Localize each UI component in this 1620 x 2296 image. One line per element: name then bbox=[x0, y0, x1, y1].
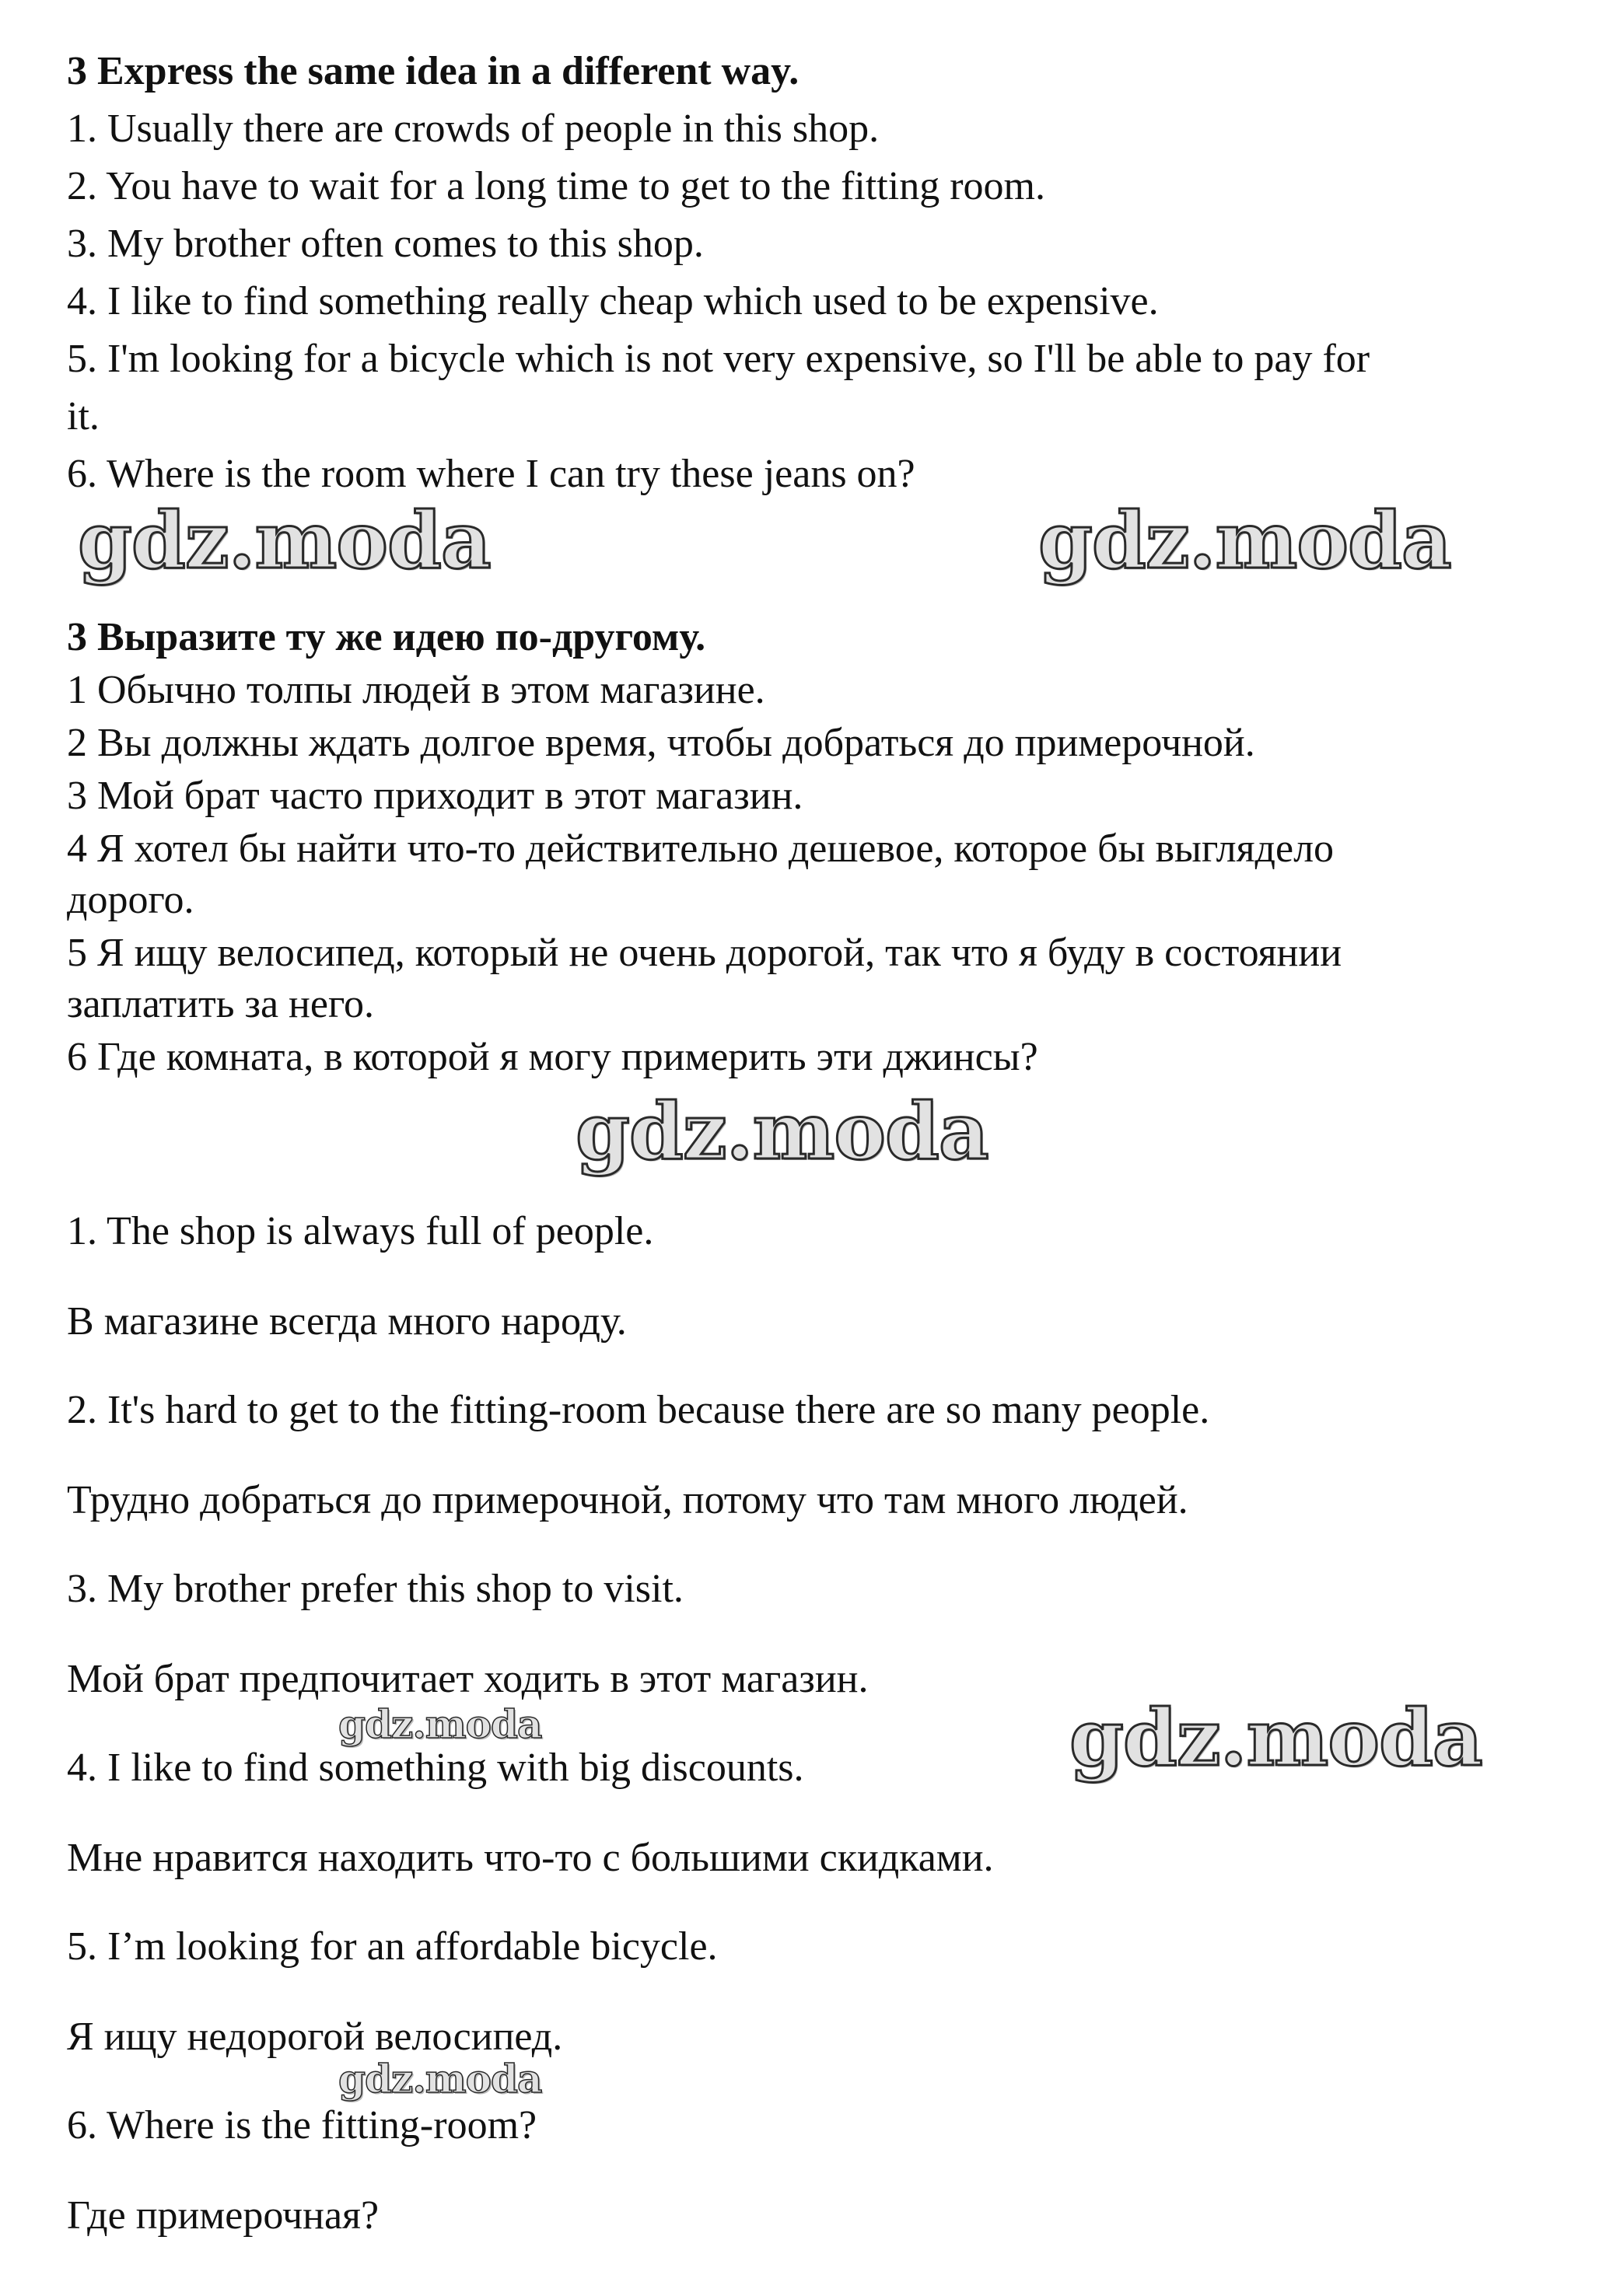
answer-6-ru: Где примерочная? bbox=[67, 2193, 380, 2238]
translation-item-5-continued: заплатить за него. bbox=[67, 982, 375, 1026]
answer-3-ru: Мой брат предпочитает ходить в этот магазин. bbox=[67, 1657, 869, 1701]
answer-1-ru: В магазине всегда много народу. bbox=[67, 1299, 627, 1344]
task-item-3: 3. My brother often comes to this shop. bbox=[67, 222, 704, 266]
task-item-1: 1. Usually there are crowds of people in this shop. bbox=[67, 107, 880, 151]
answer-2-en: 2. It's hard to get to the fitting-room because there are so many people. bbox=[67, 1388, 1210, 1432]
translation-item-3: 3 Мой брат часто приходит в этот магазин. bbox=[67, 774, 803, 818]
watermark-logo: gdz.moda bbox=[78, 494, 491, 586]
answer-4-en: 4. I like to find something with big discounts. bbox=[67, 1746, 804, 1790]
answer-4-ru: Мне нравится находить что-то с большими скидками. bbox=[67, 1836, 994, 1880]
answer-2-ru: Трудно добраться до примерочной, потому что там много людей. bbox=[67, 1478, 1188, 1522]
translation-item-5: 5 Я ищу велосипед, который не очень дорогой, так что я буду в состоянии bbox=[67, 931, 1342, 975]
task-item-2: 2. You have to wait for a long time to get to the fitting room. bbox=[67, 164, 1045, 208]
answer-3-en: 3. My brother prefer this shop to visit. bbox=[67, 1567, 684, 1611]
watermark-logo: gdz.moda bbox=[338, 1701, 542, 1747]
translation-item-1: 1 Обычно толпы людей в этом магазине. bbox=[67, 668, 765, 712]
answer-5-en: 5. I’m looking for an affordable bicycle. bbox=[67, 1924, 718, 1969]
task-item-5: 5. I'm looking for a bicycle which is not very expensive, so I'll be able to pay for bbox=[67, 337, 1370, 381]
task-heading: 3 Express the same idea in a different way. bbox=[67, 49, 800, 93]
watermark-logo: gdz.moda bbox=[576, 1085, 988, 1177]
watermark-logo: gdz.moda bbox=[1069, 1692, 1482, 1784]
task-item-5-continued: it. bbox=[67, 394, 100, 439]
answer-6-en: 6. Where is the fitting-room? bbox=[67, 2103, 537, 2147]
answer-5-ru: Я ищу недорогой велосипед. bbox=[67, 2015, 563, 2059]
answer-1-en: 1. The shop is always full of people. bbox=[67, 1209, 654, 1253]
task-item-6: 6. Where is the room where I can try these jeans on? bbox=[67, 452, 915, 496]
translation-heading: 3 Выразите ту же идею по-другому. bbox=[67, 615, 706, 659]
watermark-logo: gdz.moda bbox=[1038, 494, 1451, 586]
translation-item-2: 2 Вы должны ждать долгое время, чтобы добраться до примерочной. bbox=[67, 721, 1255, 765]
translation-item-4-continued: дорого. bbox=[67, 878, 194, 922]
translation-item-4: 4 Я хотел бы найти что-то действительно дешевое, которое бы выглядело bbox=[67, 826, 1335, 871]
translation-item-6: 6 Где комната, в которой я могу примерить эти джинсы? bbox=[67, 1035, 1038, 1079]
task-item-4: 4. I like to find something really cheap which used to be expensive. bbox=[67, 279, 1159, 323]
watermark-logo: gdz.moda bbox=[338, 2056, 542, 2102]
